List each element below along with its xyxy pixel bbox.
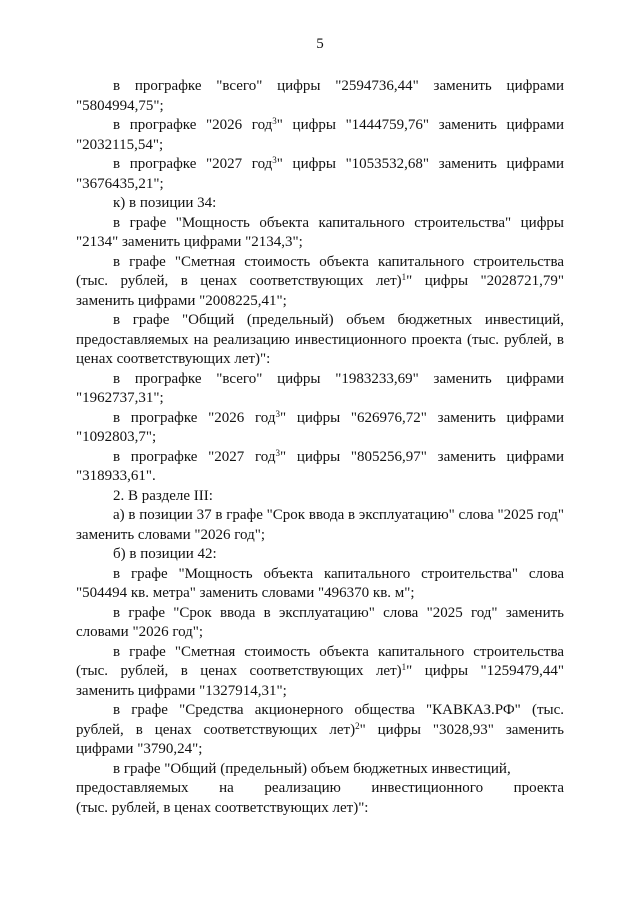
document-body bbox=[76, 77, 564, 818]
paragraph-p2 bbox=[76, 116, 564, 155]
paragraph-text: б) в позиции 42: bbox=[113, 546, 217, 562]
paragraph-text: в графе "Срок ввода в эксплуатацию" слова "2025 год" заменить словами "2026 год"; bbox=[76, 604, 564, 640]
paragraph-text: в прографке "2027 год bbox=[113, 448, 276, 465]
paragraph-p7 bbox=[76, 311, 564, 370]
paragraph-text: в прографке "всего" цифры "2594736,44" заменить цифрами "5804994,75"; bbox=[76, 78, 564, 114]
paragraph-text: в графе "Мощность объекта капитального строительства" цифры "2134" заменить цифрами "2134,3"; bbox=[76, 214, 564, 250]
page-number: 5 bbox=[316, 36, 324, 52]
footnote-ref: 3 bbox=[275, 447, 280, 458]
paragraph-text: " цифры "1444759,76" заменить цифрами "2032115,54"; bbox=[76, 117, 565, 153]
footnote-ref: 2 bbox=[355, 720, 360, 731]
paragraph-text: к) в позиции 34: bbox=[113, 195, 217, 211]
paragraph-p10 bbox=[76, 448, 564, 487]
paragraph-p13 bbox=[76, 545, 564, 565]
paragraph-text: " цифры "805256,97" заменить цифрами "318933,61". bbox=[76, 448, 565, 484]
paragraph-text: " цифры "2028721,79" заменить цифрами "2008225,41"; bbox=[76, 273, 564, 309]
paragraph-p3 bbox=[76, 155, 564, 194]
paragraph-p5 bbox=[76, 214, 564, 253]
footnote-ref: 3 bbox=[275, 408, 280, 419]
paragraph-p16 bbox=[76, 643, 564, 702]
paragraph-text: в прографке "всего" цифры "1983233,69" заменить цифрами "1962737,31"; bbox=[76, 370, 564, 406]
paragraph-text: в графе "Общий (предельный) объем бюджетных инвестиций, bbox=[113, 760, 511, 777]
paragraph-p18-line2 bbox=[76, 779, 564, 799]
footnote-ref: 3 bbox=[272, 155, 277, 165]
paragraph-text: " цифры "626976,72" заменить цифрами "1092803,7"; bbox=[76, 409, 565, 445]
paragraph-text: в графе "Средства акционерного общества "КАВКАЗ.РФ" (тыс. рублей, в ценах соответствующих лет) bbox=[76, 702, 564, 738]
paragraph-p18 bbox=[76, 760, 564, 780]
paragraph-text: в графе "Общий (предельный) объем бюджетных инвестиций, предоставляемых на реализацию инвестиционного проекта (тыс. рублей, в ценах соответствующих лет)": bbox=[76, 312, 564, 367]
footnote-ref: 3 bbox=[272, 116, 277, 126]
paragraph-text: (тыс. рублей, в ценах соответствующих лет)": bbox=[76, 799, 369, 816]
paragraph-p15 bbox=[76, 604, 564, 643]
paragraph-p14 bbox=[76, 565, 564, 604]
footnote-ref: 1 bbox=[401, 662, 407, 672]
paragraph-p4 bbox=[76, 194, 564, 214]
paragraph-text: 2. В разделе III: bbox=[113, 487, 213, 504]
paragraph-text: " цифры "1053532,68" заменить цифрами "3676435,21"; bbox=[76, 156, 565, 192]
paragraph-p1 bbox=[76, 77, 564, 116]
paragraph-p9 bbox=[76, 409, 564, 448]
paragraph-text: в прографке "2026 год bbox=[113, 117, 273, 133]
paragraph-text: в графе "Мощность объекта капитального строительства" слова "504494 кв. метра" заменить словами "496370 кв. м"; bbox=[76, 565, 564, 601]
paragraph-p8 bbox=[76, 370, 564, 409]
paragraph-text: в прографке "2026 год bbox=[113, 409, 276, 426]
paragraph-text: " цифры "3028,93" заменить цифрами "3790,24"; bbox=[76, 721, 565, 757]
paragraph-text: в графе "Сметная стоимость объекта капитального строительства (тыс. рублей, в ценах соответствующих лет) bbox=[76, 253, 564, 289]
paragraph-text: предоставляемых на реализацию инвестиционного проекта bbox=[76, 780, 564, 796]
footnote-ref: 1 bbox=[401, 272, 407, 282]
paragraph-text: " цифры "1259479,44" заменить цифрами "1327914,31"; bbox=[76, 663, 564, 699]
paragraph-p17 bbox=[76, 701, 564, 760]
paragraph-p12 bbox=[76, 506, 564, 545]
paragraph-p18-line3 bbox=[76, 799, 564, 819]
paragraph-text: в графе "Сметная стоимость объекта капитального строительства (тыс. рублей, в ценах соответствующих лет) bbox=[76, 643, 564, 679]
paragraph-text: в прографке "2027 год bbox=[113, 156, 273, 172]
paragraph-p6 bbox=[76, 253, 564, 312]
paragraph-p11 bbox=[76, 487, 564, 507]
paragraph-text: а) в позиции 37 в графе "Срок ввода в эксплуатацию" слова "2025 год" заменить словами "2026 год"; bbox=[76, 507, 564, 543]
